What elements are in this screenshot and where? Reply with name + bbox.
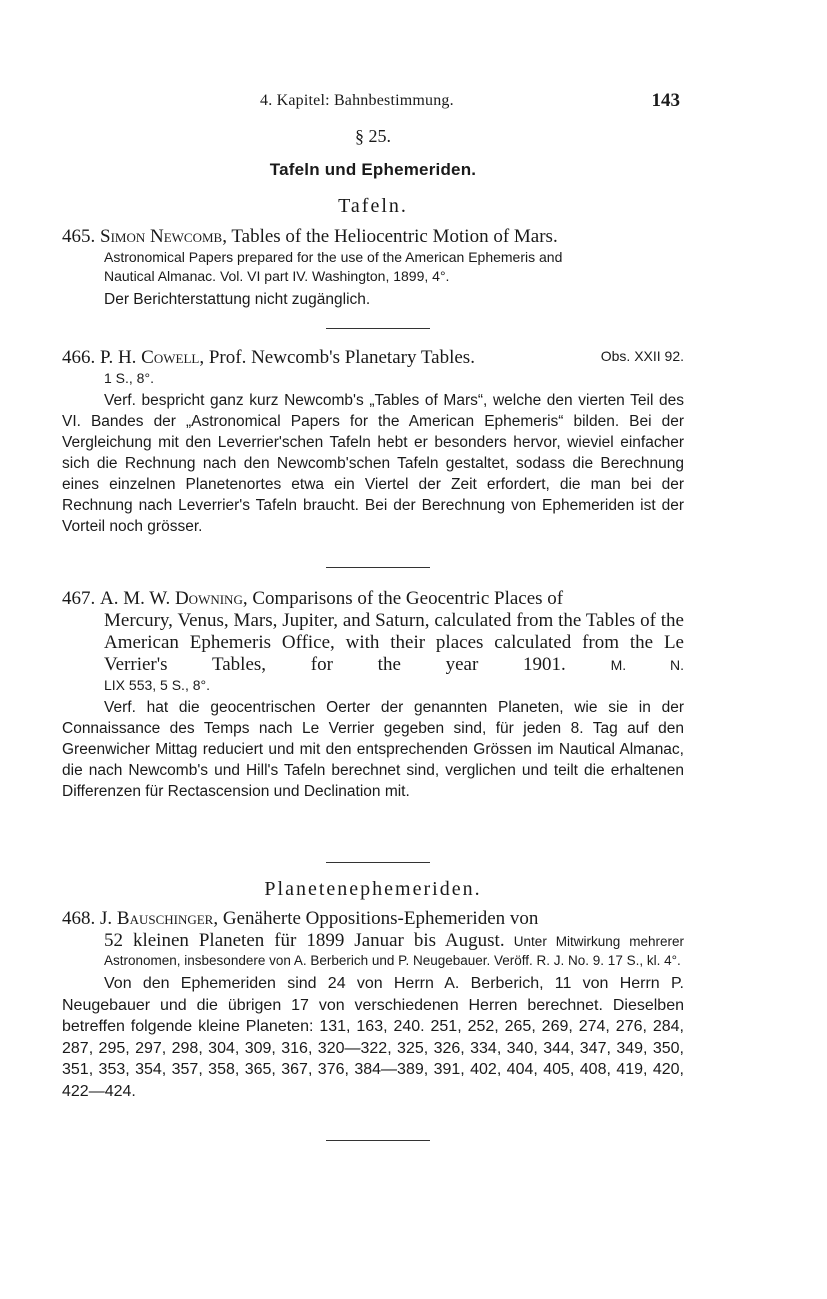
entry-466	[62, 347, 684, 537]
entry-465	[62, 226, 684, 310]
entry-title	[62, 226, 684, 248]
entry-author: Simon Newcomb	[100, 226, 223, 247]
entry-number: 466.	[62, 347, 96, 368]
subheading-planet-ephemerides: Planetenephemeriden.	[264, 878, 482, 900]
page-number: 143	[651, 90, 680, 111]
entry-number: 465.	[62, 226, 96, 247]
divider-rule	[326, 328, 430, 329]
entry-title	[62, 588, 684, 610]
entry-title-text: , Comparisons of the Geocentric Places of	[242, 588, 564, 609]
entry-note: Der Berichterstattung nicht zugänglich.	[104, 291, 371, 308]
entry-author: P. H. Cowell	[100, 347, 200, 368]
section-title: Tafeln und Ephemeriden.	[269, 160, 477, 179]
entry-title-text: , Genäherte Oppositions-Ephemeriden von	[213, 908, 539, 929]
chapter-title: 4. Kapitel: Bahnbestimmung.	[260, 92, 454, 109]
entry-title-text: , Tables of the Heliocentric Motion of Mars.	[222, 226, 558, 247]
divider-rule	[326, 862, 430, 863]
entry-reference: M. N.	[610, 657, 684, 673]
entry-number: 468.	[62, 908, 96, 929]
entry-abstract: Verf. hat die geocentrischen Oerter der genannten Planeten, wie sie in der Connaissance des Temps nach Le Verrier gegeben sind, für jeden 8. Tag auf den Greenwicher Mittag reduciert und mit den entsprechenden Grössen im Nautical Almanac, die nach Newcomb's und Hill's Tafeln berechnet sind, verglichen und teilt die erhaltenen Differenzen für Rectascension und Declination mit.	[62, 699, 684, 800]
entry-title	[62, 347, 684, 369]
entry-author: J. Bauschinger	[100, 908, 214, 929]
entry-title	[62, 908, 684, 930]
entry-title-text: , Prof. Newcomb's Planetary Tables.	[199, 347, 475, 368]
entry-publication-line: Nautical Almanac. Vol. VI part IV. Washington, 1899, 4°.	[104, 268, 450, 284]
entry-abstract: Von den Ephemeriden sind 24 von Herrn A. Berberich, 11 von Herrn P. Neugebauer und die übrigen 17 von verschiedenen Herren berechnet. Dieselben betreffen folgende kleine Planeten: 131, 163, 240. 251, 252, 265, 269, 274, 276, 284, 287, 295, 297, 298, 304, 309, 316, 320—322, 325, 326, 334, 340, 344, 347, 349, 350, 351, 353, 354, 357, 358, 365, 367, 376, 384—389, 391, 402, 404, 405, 408, 419, 420, 422—424.	[62, 975, 684, 1100]
entry-author: A. M. W. Downing	[100, 588, 243, 609]
entry-reference: Unter Mitwirkung mehrerer Astronomen, insbesondere von A. Berberich und P. Neugebauer. Veröff. R. J. No. 9. 17 S., kl. 4°.	[104, 934, 685, 968]
entry-title-continued: Mercury, Venus, Mars, Jupiter, and Saturn, calculated from the Tables of the American Ephemeris Office, with their places calculated from the Le Verrier's Tables, for the year 1901. M. N.	[104, 610, 684, 675]
entry-publication-line: 1 S., 8°.	[104, 370, 154, 386]
entry-publication-line: Astronomical Papers prepared for the use of the American Ephemeris and	[104, 249, 563, 265]
entry-number: 467.	[62, 588, 96, 609]
entry-467	[62, 588, 684, 802]
divider-rule	[326, 1140, 430, 1141]
book-page	[62, 0, 684, 1299]
divider-rule	[326, 567, 430, 568]
entry-title-continued: 52 kleinen Planeten für 1899 Januar bis August. Unter Mitwirkung mehrerer Astronomen, insbesondere von A. Berberich und P. Neugebauer. Veröff. R. J. No. 9. 17 S., kl. 4°.	[104, 930, 685, 968]
entry-abstract: Verf. bespricht ganz kurz Newcomb's „Tables of Mars“, welche den vierten Teil des VI. Bandes der „Astronomical Papers for the American Ephemeris“ bilden. Bei der Vergleichung mit den Leverrier'schen Tafeln hebt er besonders hervor, wieviel einfacher sich die Rechnung nach den Newcomb'schen Tafeln gestaltet, sodass die Berechnung eines einzelnen Planetenortes etwa ein Viertel der Zeit erfordert, die man bei der Rechnung nach Leverrier's Tafeln braucht. Bei der Berechnung von Ephemeriden ist der Vorteil noch grösser.	[62, 392, 684, 535]
entry-468	[62, 908, 684, 1102]
running-header	[62, 90, 684, 112]
entry-reference: Obs. XXII 92.	[600, 348, 684, 364]
entry-publication-line: LIX 553, 5 S., 8°.	[104, 677, 210, 693]
section-number: § 25.	[355, 126, 391, 146]
subheading-tables: Tafeln.	[338, 195, 408, 217]
